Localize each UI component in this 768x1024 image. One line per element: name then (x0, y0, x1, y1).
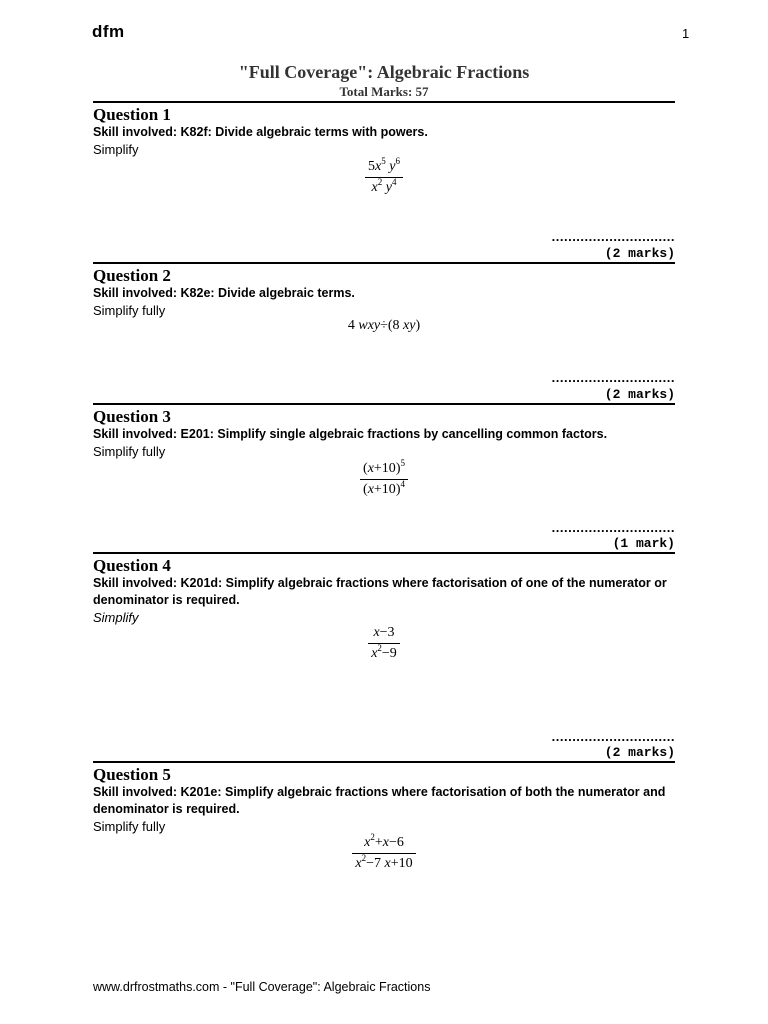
question-title: Question 4 (93, 556, 171, 575)
page-number: 1 (682, 26, 690, 41)
question-title: Question 5 (93, 765, 171, 784)
divider (93, 262, 675, 264)
question-1 (93, 105, 675, 262)
question-4 (93, 556, 675, 762)
marks-label: (1 mark) (612, 536, 675, 551)
skill-text: Skill involved: K201d: Simplify algebraic fractions where factorisation of one of the numerator or denominator is required. (93, 576, 667, 607)
divider (93, 403, 675, 405)
instruction-text: Simplify (93, 142, 139, 157)
expression: $\frac{5x^5 y^6}{x^2 y^4}$ (93, 157, 675, 198)
total-marks: Total Marks: 57 (339, 84, 429, 99)
divider (93, 761, 675, 763)
instruction-text: Simplify fully (93, 303, 166, 318)
question-2 (93, 266, 675, 403)
divider (93, 101, 675, 103)
marks-label: (2 marks) (604, 387, 675, 402)
expression: $\frac{(x+10)^5}{(x+10)^4}$ (93, 459, 675, 500)
instruction-text: Simplify fully (93, 444, 166, 459)
answer-line: .............................. (551, 229, 675, 244)
marks-label: (2 marks) (604, 246, 675, 261)
question-5 (93, 765, 675, 915)
answer-line: .............................. (551, 729, 675, 744)
expression: $\frac{x-3}{x^2-9}$ (93, 623, 675, 664)
question-title: Question 2 (93, 266, 171, 285)
skill-text: Skill involved: K201e: Simplify algebraic fractions where factorisation of both the numerator and denominator is required. (93, 785, 666, 816)
question-title: Question 3 (93, 407, 171, 426)
logo: dfm (92, 22, 125, 41)
question-3 (93, 407, 675, 552)
answer-line: .............................. (551, 520, 675, 535)
expression: 4 wxy÷(8 xy) (347, 318, 421, 333)
marks-label: (2 marks) (604, 745, 675, 760)
skill-text: Skill involved: K82f: Divide algebraic terms with powers. (93, 125, 428, 139)
skill-text: Skill involved: E201: Simplify single algebraic fractions by cancelling common factors. (93, 427, 608, 441)
divider (93, 552, 675, 554)
document-title: "Full Coverage": Algebraic Fractions (238, 62, 530, 82)
answer-line: .............................. (551, 370, 675, 385)
expression: $\frac{x^2+x-6}{x^2-7 x+10}$ (93, 833, 675, 874)
skill-text: Skill involved: K82e: Divide algebraic terms. (93, 286, 355, 300)
footer-text: www.drfrostmaths.com - "Full Coverage": Algebraic Fractions (93, 980, 431, 994)
question-title: Question 1 (93, 105, 171, 124)
instruction-text: Simplify (93, 610, 139, 625)
instruction-text: Simplify fully (93, 819, 166, 834)
